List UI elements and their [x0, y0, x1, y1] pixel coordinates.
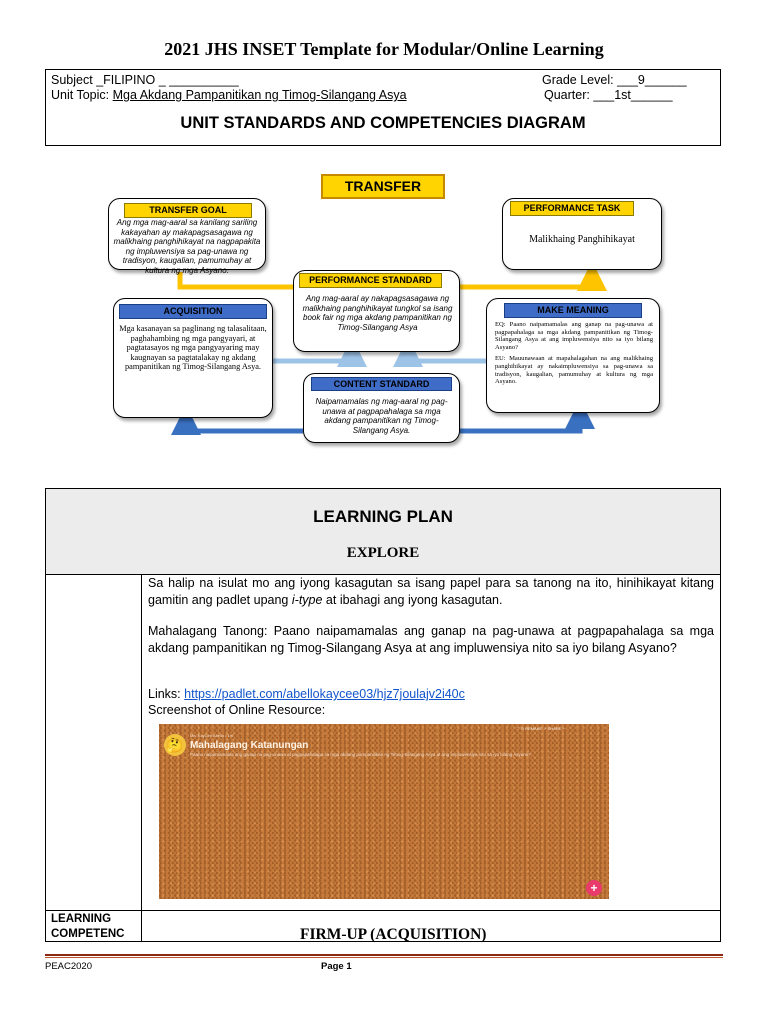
quarter-label: Quarter:: [544, 88, 590, 102]
content-to-meaning-arrow: [460, 414, 580, 431]
footer-rule-thin: [45, 957, 723, 958]
quarter-value: ___1st______: [593, 88, 673, 102]
acquisition-to-standard-arrow: [272, 352, 352, 361]
transfer-goal-text: Ang mga mag-aaral sa kanilang sariling kakayahan ay makapagsasagawa ng malikhaing panghihikayat na nagpapakita ng impluwensiya sa pag-unawa ng tradisyon, kaugalian, pamumuhay at kultura ng mga Asyano.: [113, 218, 261, 275]
links-line: [148, 686, 714, 703]
subject-label: Subject: [51, 73, 93, 87]
content-standard-label: CONTENT STANDARD: [311, 377, 452, 391]
padlet-link[interactable]: https://padlet.com/abellokaycee03/hjz7joulajv2i40c: [184, 687, 465, 701]
meaning-to-standard-arrow: [408, 352, 486, 361]
acquisition-text: Mga kasanayan sa paglinang ng talasalitaan, paghahambing ng mga pangyayari, at pagtatasayos ng mga pangyayaring may kaugnayan sa pagtatalakay ng akdang pampanitikan ng Timog-Silangang Asya.: [119, 324, 267, 371]
footer-rule: [45, 954, 723, 956]
essential-understanding: EU: Mauunawaan at mapahalagahan na ang malikhaing panghihikayat ay nakaimpluwensiya sa pag-unawa sa tradisyon, kaugalian, pamumuhay at kultura ng mga Asyano.: [495, 355, 653, 386]
make-meaning-label: MAKE MEANING: [504, 303, 642, 318]
essential-question: EQ: Paano naipamamalas ang ganap na pag-unawa at pagpapahalaga sa mga akdang pampanitikan ng Timog-Silangang Asya at ang impluwensiya nito sa iyo bilang Asyano?: [495, 321, 653, 351]
padlet-description: Paano naipamamalas ang ganap na pag-unawa at pagpapahalaga sa mga akdang pampanitikan ng Timog-Silangang Asya at ang impluwensiya nito sa iyo bilang Asyano?: [190, 752, 531, 757]
padlet-avatar-icon: 🤔: [164, 734, 186, 756]
padlet-toolbar: ♡ ⊙ REMAKE ↗ SHARE ⋯: [516, 726, 567, 731]
transfer-label: TRANSFER: [321, 174, 445, 199]
padlet-title: Mahalagang Katanungan: [190, 740, 309, 751]
diagram-heading: UNIT STANDARDS AND COMPETENCIES DIAGRAM: [180, 114, 586, 132]
screenshot-label: Screenshot of Online Resource:: [148, 703, 326, 717]
content-standard-text: Naipamamalas ng mag-aaral ng pag-unawa at pagpapahalaga sa mga akdang pampanitikan ng Timog-Silangang Asya.: [315, 397, 448, 435]
document-title: 2021 JHS INSET Template for Modular/Online Learning: [164, 39, 604, 59]
instruction-text-end: at ibahagi ang iyong kasagutan.: [322, 592, 503, 607]
performance-standard-label: PERFORMANCE STANDARD: [299, 273, 442, 288]
explore-instruction: [148, 575, 714, 608]
performance-task-label: PERFORMANCE TASK: [510, 201, 634, 216]
footer-left-text: PEAC2020: [45, 961, 93, 972]
learning-plan-title: LEARNING PLAN: [313, 507, 453, 526]
padlet-add-icon: +: [586, 880, 602, 896]
transfer-goal-label: TRANSFER GOAL: [124, 203, 252, 218]
grade-value: ___9______: [617, 73, 687, 87]
explore-heading: EXPLORE: [346, 545, 420, 561]
acquisition-label: ACQUISITION: [119, 304, 267, 319]
make-meaning-text: [495, 321, 653, 386]
essential-question-paragraph: Mahalagang Tanong: Paano naipamamalas ang ganap na pag-unawa at pagpapahalaga sa mga akdang pampanitikan ng Timog-Silangang Asya at ang impluwensiya nito sa iyo bilang Asyano?: [148, 624, 714, 655]
subject-value: _FILIPINO _ __________: [96, 73, 239, 87]
links-label: Links:: [148, 687, 185, 701]
table-column-divider: [141, 574, 142, 942]
learning-competency-label: LEARNING COMPETENC: [51, 913, 125, 940]
table-divider: [45, 910, 721, 911]
unit-topic-value: Mga Akdang Pampanitikan ng Timog-Silangang Asya: [112, 88, 407, 102]
grade-label: Grade Level:: [542, 73, 614, 87]
performance-standard-text: Ang mag-aaral ay nakapagsasagawa ng malikhaing panghihikayat tungkol sa isang book fair ng mga akdang pampanitikan ng Timog-Silangang Asya: [302, 294, 453, 332]
instruction-emphasis: i-type: [291, 592, 323, 607]
instruction-text: Sa halip na isulat mo ang iyong kasagutan sa isang papel para sa tanong na ito, hinihikayat kitang gamitin ang padlet upang: [148, 576, 714, 607]
firm-up-heading: FIRM-UP (ACQUISITION): [300, 926, 487, 943]
unit-topic-label: Unit Topic:: [51, 88, 110, 102]
page-number: Page 1: [321, 961, 352, 972]
content-to-acquisition-arrow: [186, 420, 303, 431]
padlet-author: Ma. KayCee Abello • 1m: [190, 733, 234, 738]
performance-task-text: Malikhaing Panghihikayat: [529, 234, 635, 245]
